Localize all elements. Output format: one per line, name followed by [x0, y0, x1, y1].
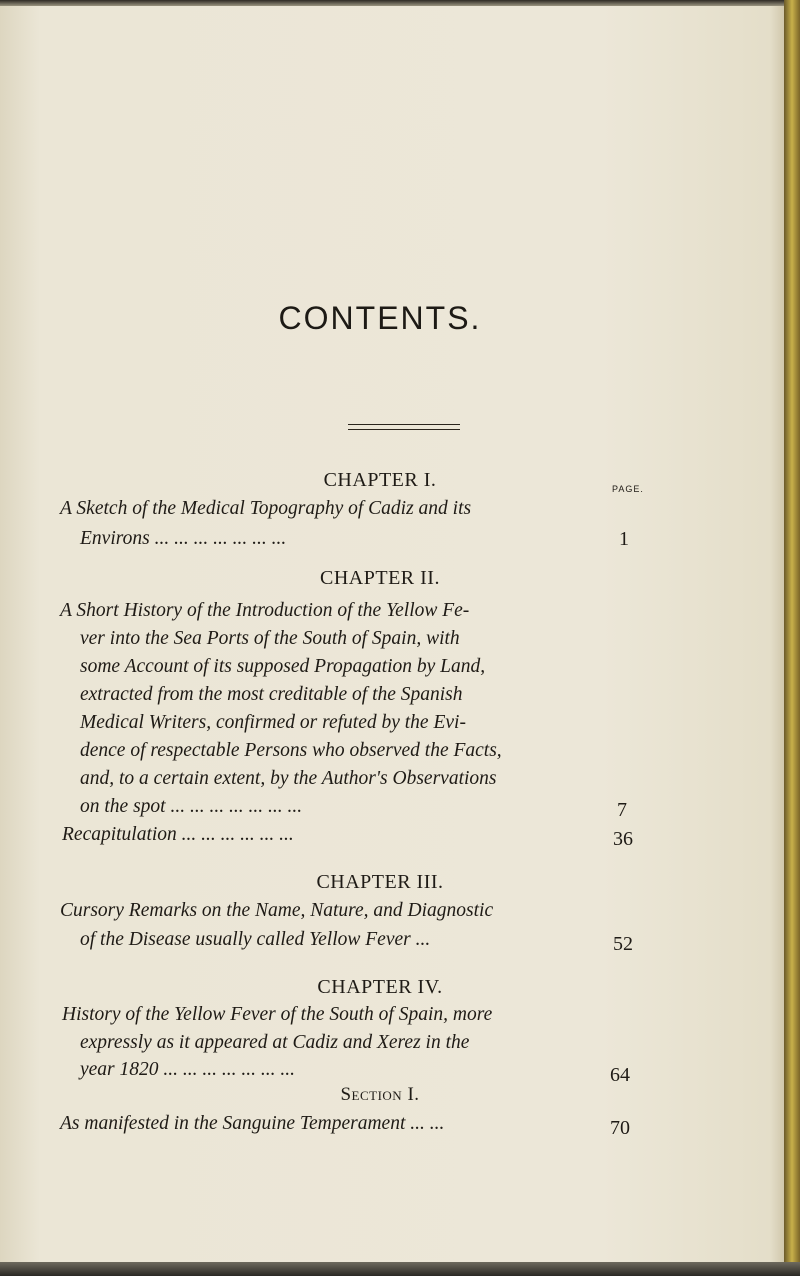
- title-rule-top: [348, 424, 460, 425]
- entry-line: expressly as it appeared at Cadiz and Xerez in the: [80, 1032, 470, 1053]
- entry-line: dence of respectable Persons who observed the Facts,: [80, 740, 502, 761]
- page-bottom-edge: [0, 1262, 800, 1276]
- chapter-heading: CHAPTER III.: [316, 871, 444, 893]
- page-title: CONTENTS.: [278, 300, 482, 336]
- page-number: 70: [610, 1117, 630, 1139]
- page-number: 64: [610, 1064, 630, 1086]
- section-heading: Section I.: [340, 1084, 420, 1105]
- page-top-edge: [0, 0, 800, 6]
- chapter-heading: CHAPTER I.: [323, 469, 437, 491]
- entry-line: of the Disease usually called Yellow Fever ...: [80, 929, 431, 950]
- page-number: 1: [619, 528, 629, 550]
- page-column-header: PAGE.: [612, 484, 644, 494]
- entry-line: on the spot ... ... ... ... ... ... ...: [80, 796, 303, 817]
- entry-line: Cursory Remarks on the Name, Nature, and Diagnostic: [60, 900, 494, 921]
- entry-line: Medical Writers, confirmed or refuted by the Evi-: [80, 712, 466, 733]
- entry-line: extracted from the most creditable of the Spanish: [80, 684, 463, 705]
- entry-line: A Sketch of the Medical Topography of Cadiz and its: [60, 498, 472, 519]
- entry-line: As manifested in the Sanguine Temperament ... ...: [60, 1113, 445, 1134]
- entry-line: Environs ... ... ... ... ... ... ...: [80, 528, 287, 549]
- binding-edge: [784, 0, 800, 1276]
- title-rule-bottom: [348, 429, 460, 430]
- entry-line: History of the Yellow Fever of the South of Spain, more: [62, 1004, 493, 1025]
- page-number: 36: [613, 828, 633, 850]
- page-number: 52: [613, 933, 633, 955]
- entry-line: ver into the Sea Ports of the South of Spain, with: [80, 628, 460, 649]
- entry-line: A Short History of the Introduction of the Yellow Fe-: [60, 600, 470, 621]
- entry-line: year 1820 ... ... ... ... ... ... ...: [80, 1059, 296, 1080]
- entry-line: and, to a certain extent, by the Author's Observations: [80, 768, 497, 789]
- chapter-heading: CHAPTER II.: [320, 567, 440, 589]
- page-number: 7: [617, 799, 627, 821]
- entry-line: some Account of its supposed Propagation by Land,: [80, 656, 486, 677]
- chapter-heading: CHAPTER IV.: [317, 976, 443, 998]
- entry-line: Recapitulation ... ... ... ... ... ...: [62, 824, 294, 845]
